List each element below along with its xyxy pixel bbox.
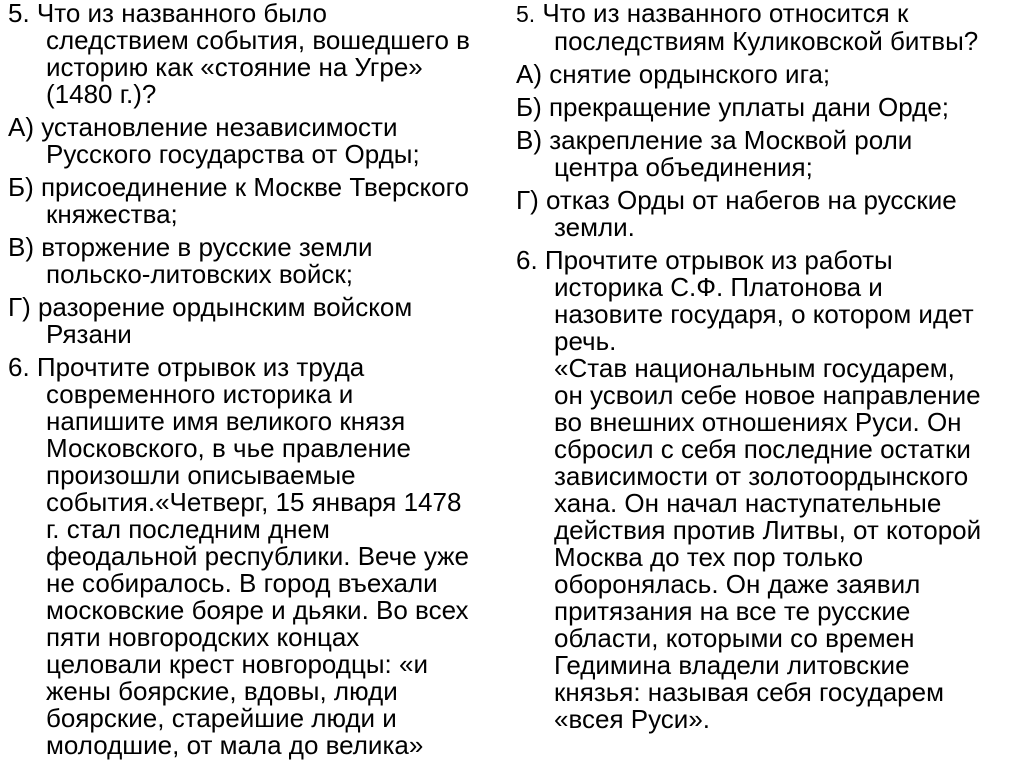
right-q5-question-text: Что из названного относится к последствиям Куликовской битвы? [542,0,979,56]
right-q5-number: 5. [516,1,536,27]
right-column [516,0,1024,733]
right-q6-prompt: 6. Прочтите отрывок из работы историка С.Ф. Платонова и назовите государя, о котором идет речь. [516,245,974,356]
right-q5-option-a: А) снятие ордынского ига; [516,59,831,89]
left-q5-option-c: В) вторжение в русские земли польско-литовских войск; [8,232,373,289]
left-column [8,0,523,759]
left-q5-option-d: Г) разорение ордынским войском Рязани [8,292,413,349]
right-q5-option-b: Б) прекращение уплаты дани Орде; [516,92,949,122]
right-q6-quote: «Став национальным государем, он усвоил себе новое направление во внешних отношениях Руси. Он сбросил с себя последние остатки зависимости от золотоордынского хана. Он начал наступательные действия против Литвы, от которой Москва до тех пор только оборонялась. Он даже заявил притязания на все те русские области, которыми со времен Гедимина владели литовские князья: называя себя государем «всея Руси». [554,353,982,734]
right-q5-question [516,0,1024,55]
right-q5-option-c: В) закрепление за Москвой роли центра объединения; [516,125,913,182]
left-q6-text: 6. Прочтите отрывок из труда современного историка и напишите имя великого князя Московского, в чье правление произошли описываемые события.«Четверг, 15 января 1478 г. стал последним днем феодальной республики. Вече уже не собиралось. В город въехали московские бояре и дьяки. Во всех пяти новгородских концах целовали крест новгородцы: «и жены боярские, вдовы, люди боярские, старейшие люди и молодшие, от мала до велика» [8,352,470,760]
right-q5-option-d: Г) отказ Орды от набегов на русские земли. [516,185,957,242]
left-q5-question: 5. Что из названного было следствием события, вошедшего в историю как «стояние на Угре» (1480 г.)? [8,0,470,109]
left-q5-option-a: А) установление независимости Русского государства от Орды; [8,112,420,169]
left-q5-option-b: Б) присоединение к Москве Тверского княжества; [8,172,469,229]
